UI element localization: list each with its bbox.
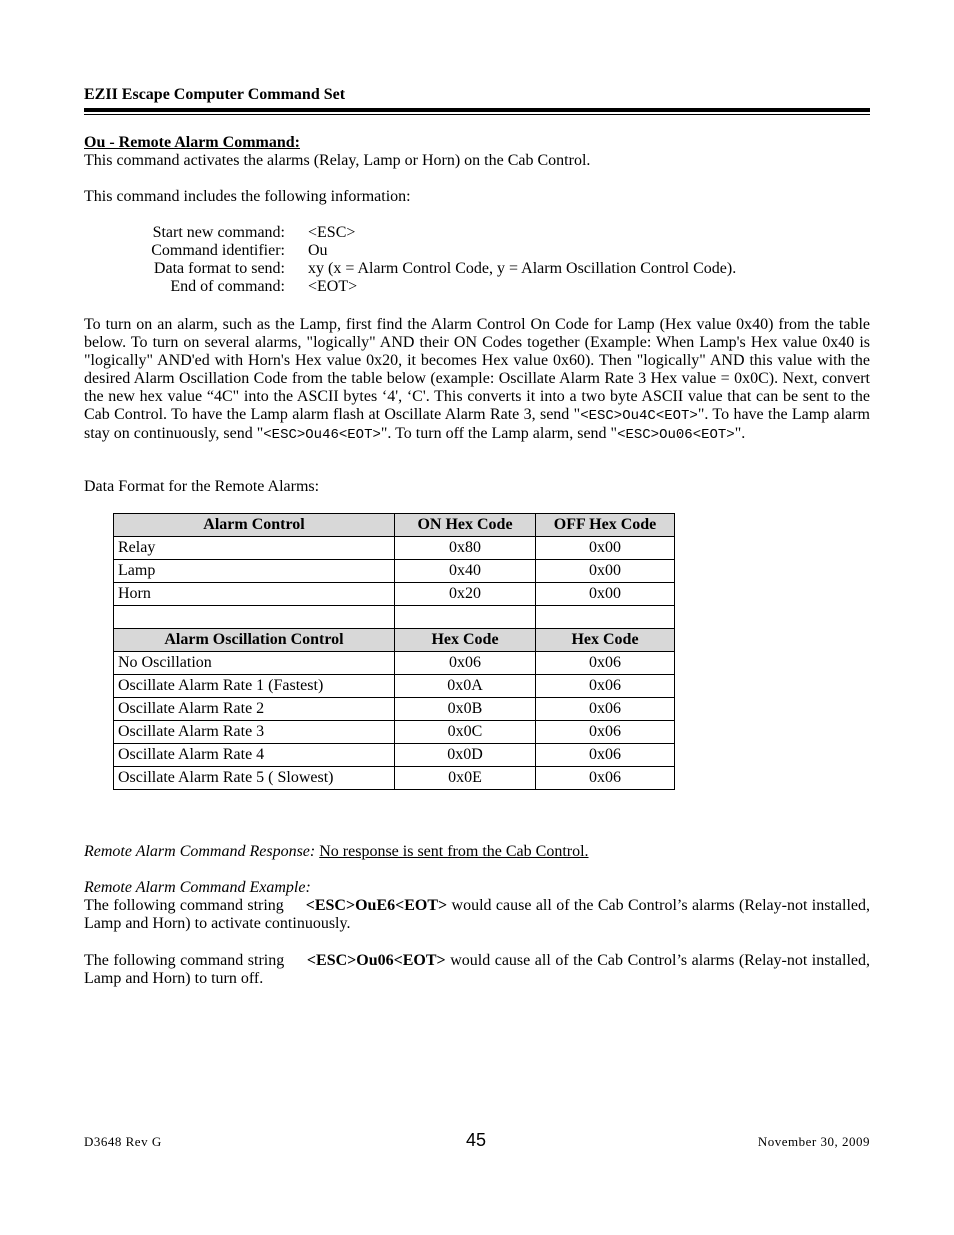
table-cell: Horn (114, 583, 395, 606)
table-cell: Oscillate Alarm Rate 5 ( Slowest) (114, 767, 395, 790)
data-format-title: Data Format for the Remote Alarms: (84, 478, 320, 495)
table-cell: Oscillate Alarm Rate 2 (114, 698, 395, 721)
info-row (84, 224, 736, 242)
command-info-list (84, 224, 736, 296)
info-value: Ou (308, 242, 328, 259)
table-header-cell: ON Hex Code (395, 514, 536, 537)
paragraph-text: The following command string (84, 952, 289, 969)
table-row (114, 721, 675, 744)
table-row (114, 652, 675, 675)
table-cell: Oscillate Alarm Rate 3 (114, 721, 395, 744)
table-cell (114, 606, 395, 629)
table-cell: 0x06 (536, 721, 675, 744)
table-cell: 0x06 (536, 767, 675, 790)
page-header-title: EZII Escape Computer Command Set (84, 86, 346, 103)
table-cell: Lamp (114, 560, 395, 583)
paragraph-text: ". To turn off the Lamp alarm, send " (380, 425, 618, 442)
instructions-paragraph (84, 316, 870, 444)
table-row (114, 560, 675, 583)
footer-doc-id: D3648 Rev G (84, 1134, 162, 1149)
table-cell: 0x06 (536, 652, 675, 675)
table-cell: 0x20 (395, 583, 536, 606)
info-label: Data format to send: (153, 260, 285, 277)
code-snippet: <ESC>Ou06<EOT> (306, 952, 446, 969)
paragraph-text: The following command string (84, 897, 289, 914)
includes-text: This command includes the following information: (84, 188, 411, 205)
header-rule-thick (84, 108, 870, 112)
info-label: End of command: (170, 278, 285, 295)
table-cell: 0x0B (395, 698, 536, 721)
table-row (114, 744, 675, 767)
response-label: Remote Alarm Command Response: (84, 843, 316, 860)
response-text: No response is sent from the Cab Control. (319, 843, 589, 860)
table-cell: Oscillate Alarm Rate 4 (114, 744, 395, 767)
paragraph-text: ". (734, 425, 746, 442)
table-header-cell: Alarm Oscillation Control (114, 629, 395, 652)
table-header-cell: Alarm Control (114, 514, 395, 537)
table-cell: 0x06 (536, 744, 675, 767)
remote-alarm-table (113, 513, 675, 790)
page-number: 45 (466, 1130, 487, 1150)
header-rule-thin (84, 114, 870, 115)
info-value: <EOT> (308, 278, 358, 295)
table-header-cell: OFF Hex Code (536, 514, 675, 537)
paragraph-text: ". To have the Lamp alarm stay on continuously, send " (84, 406, 870, 442)
table-cell: 0x80 (395, 537, 536, 560)
code-snippet: <ESC>Ou4C<EOT> (580, 408, 698, 424)
info-value: <ESC> (308, 224, 356, 241)
table-header-cell: Hex Code (395, 629, 536, 652)
code-snippet: <ESC>Ou46<EOT> (263, 427, 381, 443)
table-row (114, 767, 675, 790)
table-row (114, 583, 675, 606)
table-header-cell: Hex Code (536, 629, 675, 652)
info-row (84, 260, 736, 278)
response-line (84, 843, 589, 861)
table-row (114, 675, 675, 698)
info-value: xy (x = Alarm Control Code, y = Alarm Oscillation Control Code). (308, 260, 737, 277)
table-cell: 0x0C (395, 721, 536, 744)
example-paragraph-2 (84, 952, 870, 988)
info-label: Command identifier: (151, 242, 285, 259)
table-cell: Relay (114, 537, 395, 560)
table-row (114, 698, 675, 721)
paragraph-text: would cause all of the Cab Control’s alarms (Relay-not installed, Lamp and Horn) to activate continuously. (84, 897, 871, 932)
table-row (114, 606, 675, 629)
table-cell: 0x06 (536, 698, 675, 721)
code-snippet: <ESC>Ou06<EOT> (617, 427, 735, 443)
table-header-row (114, 629, 675, 652)
table-cell: Oscillate Alarm Rate 1 (Fastest) (114, 675, 395, 698)
table-cell: 0x0D (395, 744, 536, 767)
footer-date: November 30, 2009 (757, 1134, 870, 1149)
table-cell: 0x00 (536, 560, 675, 583)
table-cell (395, 606, 536, 629)
table-header-row (114, 514, 675, 537)
paragraph-text: would cause all of the Cab Control’s alarms (Relay-not installed, Lamp and Horn) to turn off. (84, 952, 871, 987)
info-row (84, 242, 736, 260)
table-cell: 0x00 (536, 537, 675, 560)
section-intro: This command activates the alarms (Relay, Lamp or Horn) on the Cab Control. (84, 152, 591, 169)
table-cell: No Oscillation (114, 652, 395, 675)
example-paragraph-1 (84, 897, 870, 933)
table-cell: 0x40 (395, 560, 536, 583)
table-cell: 0x0E (395, 767, 536, 790)
table-cell: 0x06 (395, 652, 536, 675)
section-title: Ou - Remote Alarm Command: (84, 134, 300, 151)
info-label: Start new command: (152, 224, 285, 241)
table-cell: 0x00 (536, 583, 675, 606)
example-label: Remote Alarm Command Example: (84, 879, 311, 896)
table-row (114, 537, 675, 560)
table-cell: 0x06 (536, 675, 675, 698)
code-snippet: <ESC>OuE6<EOT> (305, 897, 448, 914)
info-row (84, 278, 736, 296)
table-cell: 0x0A (395, 675, 536, 698)
table-cell (536, 606, 675, 629)
paragraph-text: To turn on an alarm, such as the Lamp, first find the Alarm Control On Code for Lamp (Hex value 0x40) from the table below. To turn on several alarms, "logically" AND their ON Codes together (Example: When Lamp's Hex value 0x40 is "logically" AND'ed with Horn's Hex value 0x20, it becomes Hex value 0x60). Then "logically" AND this value with the desired Alarm Oscillation Code from the table below (example: Oscillate Alarm Rate 3 Hex value = 0x0C). Next, convert the new hex value “4C" into the ASCII bytes ‘4', ‘C'. This converts it into a two byte ASCII value that can be sent to the Cab Control. To have the Lamp alarm flash at Oscillate Alarm Rate 3, send " (84, 316, 870, 423)
